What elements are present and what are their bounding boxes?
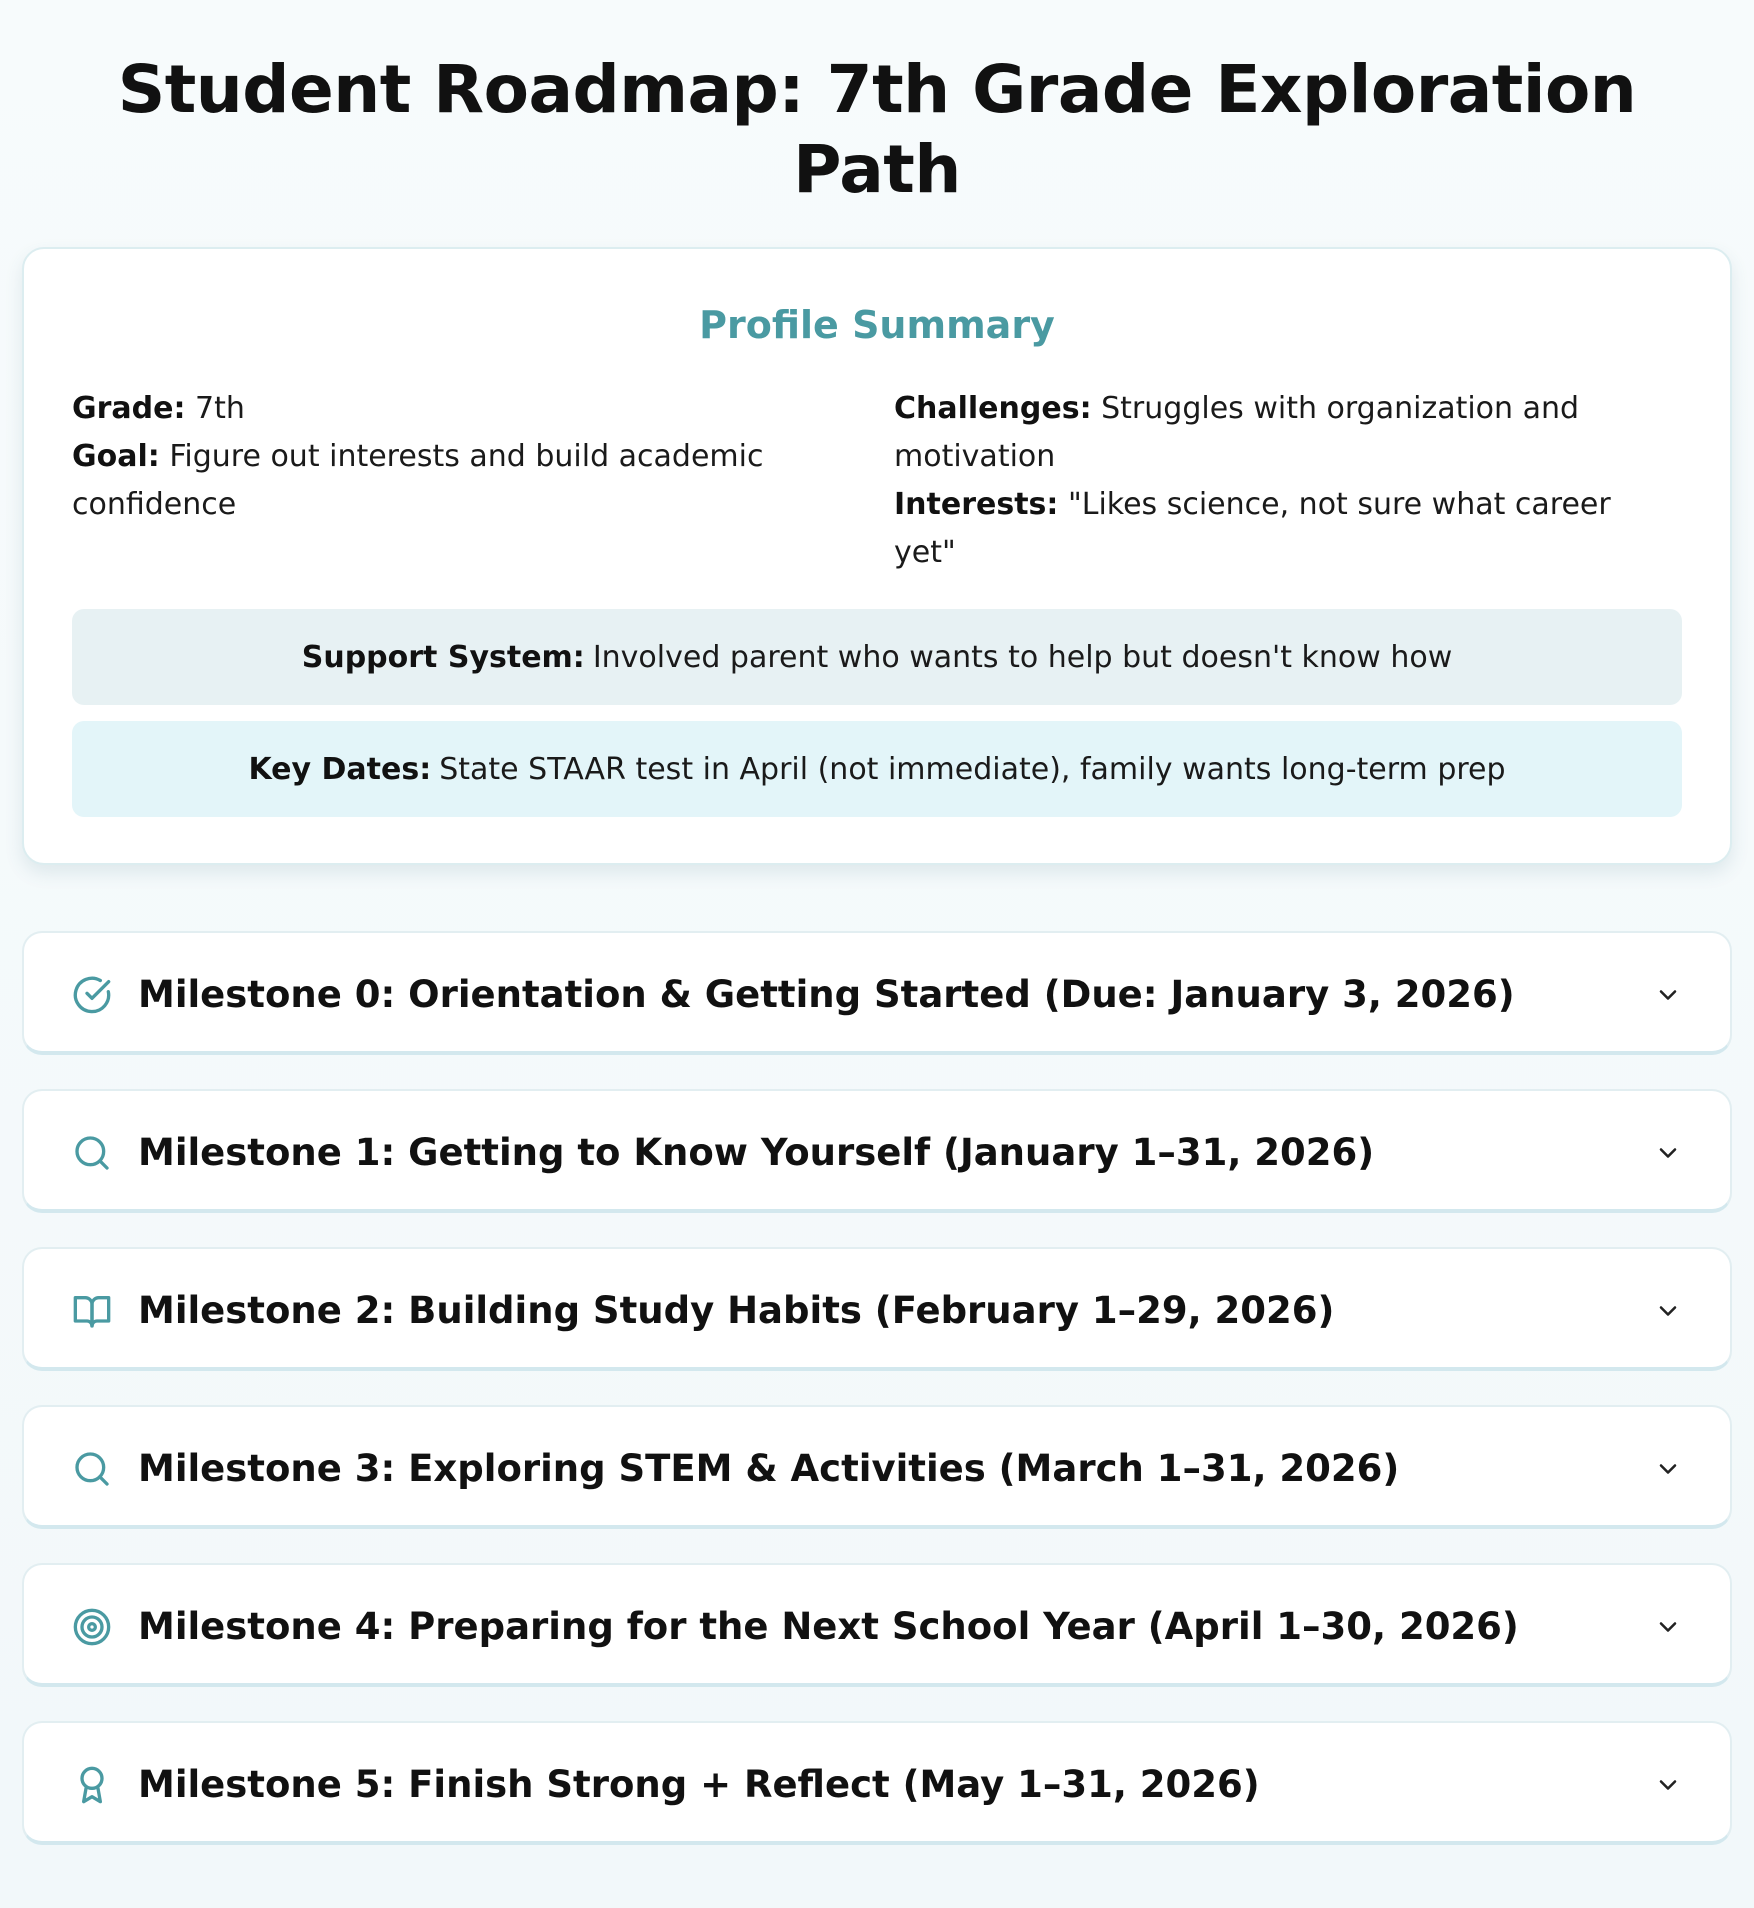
page-title: Student Roadmap: 7th Grade Exploration Path bbox=[117, 51, 1637, 208]
chevron-down-icon[interactable] bbox=[1654, 1455, 1682, 1483]
key-dates-box bbox=[72, 721, 1682, 817]
search-icon bbox=[72, 1133, 112, 1173]
key-dates-value: State STAAR test in April (not immediate), family wants long-term prep bbox=[439, 751, 1506, 787]
milestone-0-accordion[interactable] bbox=[22, 931, 1732, 1055]
interests-row bbox=[894, 481, 1674, 577]
chevron-down-icon[interactable] bbox=[1654, 1613, 1682, 1641]
support-system-box bbox=[72, 609, 1682, 705]
challenges-label: Challenges: bbox=[894, 391, 1092, 426]
milestone-3-accordion[interactable] bbox=[22, 1405, 1732, 1529]
chevron-down-icon[interactable] bbox=[1654, 981, 1682, 1009]
milestone-2-accordion[interactable] bbox=[22, 1247, 1732, 1371]
milestone-5-title: Milestone 5: Finish Strong + Reflect (May 1–31, 2026) bbox=[138, 1763, 1260, 1806]
milestone-0-title: Milestone 0: Orientation & Getting Started (Due: January 3, 2026) bbox=[138, 973, 1515, 1016]
goal-value: Figure out interests and build academic confidence bbox=[72, 439, 764, 522]
milestone-4-title: Milestone 4: Preparing for the Next School Year (April 1–30, 2026) bbox=[138, 1605, 1519, 1648]
check-circle-icon bbox=[72, 975, 112, 1015]
goal-label: Goal: bbox=[72, 439, 160, 474]
grade-value: 7th bbox=[195, 391, 245, 426]
search-icon bbox=[72, 1449, 112, 1489]
support-system-value: Involved parent who wants to help but doesn't know how bbox=[592, 639, 1453, 675]
grade-row bbox=[72, 385, 852, 433]
profile-right-column bbox=[894, 385, 1674, 577]
milestone-2-title: Milestone 2: Building Study Habits (February 1–29, 2026) bbox=[138, 1289, 1335, 1332]
milestone-1-title: Milestone 1: Getting to Know Yourself (January 1–31, 2026) bbox=[138, 1131, 1375, 1174]
profile-summary-card bbox=[22, 247, 1732, 865]
milestone-3-title: Milestone 3: Exploring STEM & Activities (March 1–31, 2026) bbox=[138, 1447, 1400, 1490]
milestone-5-accordion[interactable] bbox=[22, 1721, 1732, 1845]
goal-row bbox=[72, 433, 852, 529]
interests-label: Interests: bbox=[894, 487, 1059, 522]
milestone-1-accordion[interactable] bbox=[22, 1089, 1732, 1213]
book-open-icon bbox=[72, 1291, 112, 1331]
profile-left-column bbox=[72, 385, 852, 529]
award-icon bbox=[72, 1765, 112, 1805]
challenges-value: Struggles with organization and motivation bbox=[894, 391, 1580, 474]
grade-label: Grade: bbox=[72, 391, 186, 426]
chevron-down-icon[interactable] bbox=[1654, 1139, 1682, 1167]
challenges-row bbox=[894, 385, 1674, 481]
chevron-down-icon[interactable] bbox=[1654, 1297, 1682, 1325]
chevron-down-icon[interactable] bbox=[1654, 1771, 1682, 1799]
target-icon bbox=[72, 1607, 112, 1647]
milestone-4-accordion[interactable] bbox=[22, 1563, 1732, 1687]
interests-value: "Likes science, not sure what career yet" bbox=[894, 487, 1611, 570]
key-dates-label: Key Dates: bbox=[248, 751, 432, 787]
profile-summary-heading: Profile Summary bbox=[699, 303, 1055, 347]
support-system-label: Support System: bbox=[301, 639, 585, 675]
